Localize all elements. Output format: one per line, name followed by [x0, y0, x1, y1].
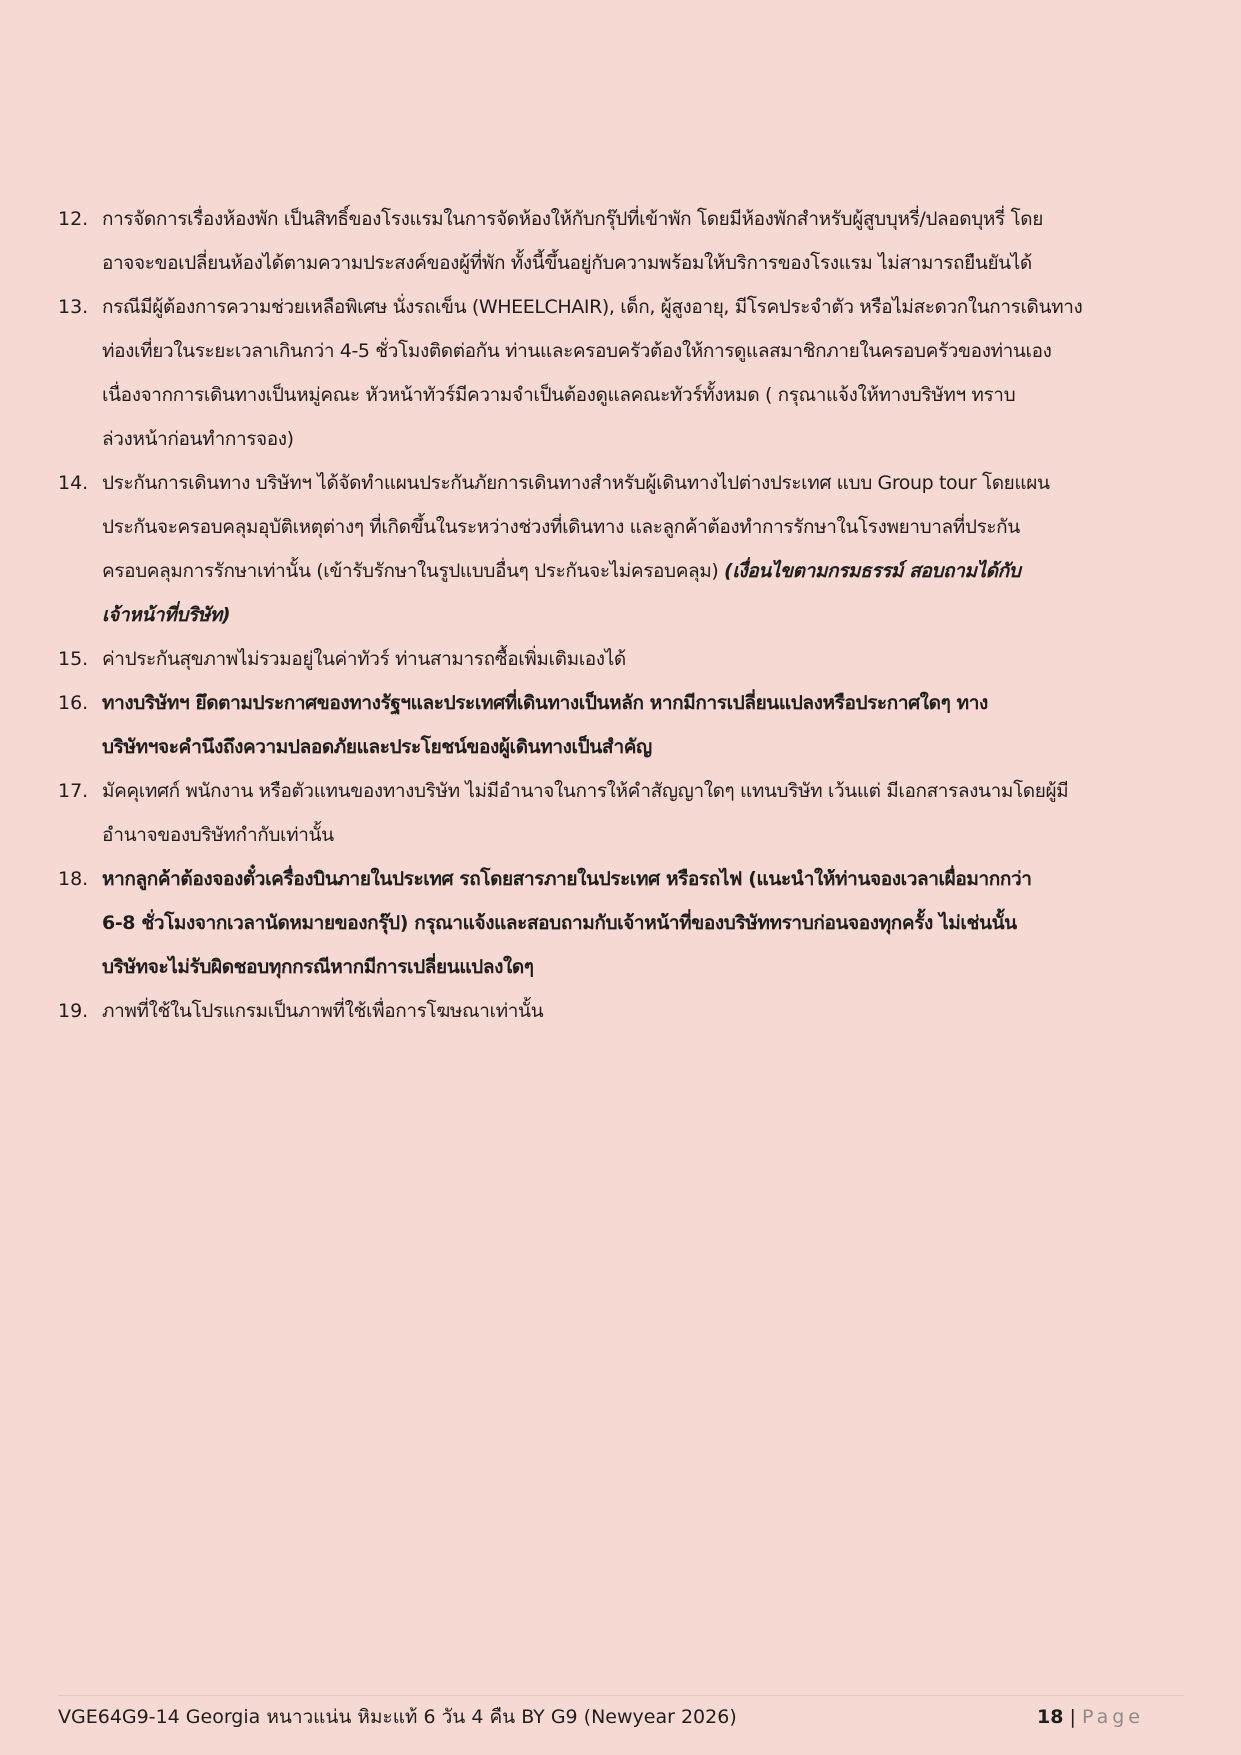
list-item-number: 12. [58, 208, 89, 230]
footer-page-indicator [1037, 1702, 1144, 1732]
terms-list [58, 197, 1184, 1033]
list-item [58, 857, 1184, 989]
body-text: ประกันการเดินทาง บริษัทฯ ได้จัดทำแผนประกันภัยการเดินทางสำหรับผู้เดินทางไปต่างประเทศ แบบ Group tour โดยแผน [102, 472, 1050, 494]
body-text: มัคคุเทศก์ พนักงาน หรือตัวแทนของทางบริษัท ไม่มีอำนาจในการให้คำสัญญาใดๆ แทนบริษัท เว้นแต่ มีเอกสารลงนามโดยผู้มี [102, 780, 1069, 802]
body-text: กรณีมีผู้ต้องการความช่วยเหลือพิเศษ นั่งรถเข็น (WHEELCHAIR), เด็ก, ผู้สูงอายุ, มีโรคประจำตัว หรือไม่สะดวกในการเดินทาง [102, 296, 1083, 318]
list-item-line [102, 813, 1184, 857]
list-item-line [102, 461, 1184, 505]
list-item-line [102, 901, 1184, 945]
list-item-number: 13. [58, 296, 89, 318]
list-item [58, 197, 1184, 285]
list-item-number: 16. [58, 692, 89, 714]
list-item-line [102, 373, 1184, 417]
footer-document-title: VGE64G9-14 Georgia หนาวแน่น หิมะแท้ 6 วัน 4 คืน BY G9 (Newyear 2026) [58, 1706, 737, 1728]
body-text: ค่าประกันสุขภาพไม่รวมอยู่ในค่าทัวร์ ท่านสามารถซื้อเพิ่มเติมเองได้ [102, 648, 626, 670]
list-item-line [102, 989, 1184, 1033]
emphasized-text: 6-8 ชั่วโมงจากเวลานัดหมายของกรุ๊ป) กรุณาแจ้งและสอบถามกับเจ้าหน้าที่ของบริษัททราบก่อนจองทุกครั้ง ไม่เช่นนั้น [102, 912, 1017, 934]
list-item-line [102, 285, 1184, 329]
page-number: 18 [1037, 1706, 1064, 1728]
list-item [58, 637, 1184, 681]
list-item-line [102, 505, 1184, 549]
list-item [58, 989, 1184, 1033]
list-item [58, 285, 1184, 461]
list-item-number: 14. [58, 472, 89, 494]
emphasized-text: บริษัทฯจะคำนึงถึงความปลอดภัยและประโยชน์ของผู้เดินทางเป็นสำคัญ [102, 736, 652, 758]
list-item-line [102, 637, 1184, 681]
body-text: ท่องเที่ยวในระยะเวลาเกินกว่า 4-5 ชั่วโมงติดต่อกัน ท่านและครอบครัวต้องให้การดูแลสมาชิกภายในครอบครัวของท่านเอง [102, 340, 1052, 362]
emphasized-text: บริษัทจะไม่รับผิดชอบทุกกรณีหากมีการเปลี่ยนแปลงใดๆ [102, 956, 534, 978]
list-item-line [102, 417, 1184, 461]
body-text: เนื่องจากการเดินทางเป็นหมู่คณะ หัวหน้าทัวร์มีความจำเป็นต้องดูแลคณะทัวร์ทั้งหมด ( กรุณาแจ้งให้ทางบริษัทฯ ทราบ [102, 384, 1016, 406]
list-item-line [102, 769, 1184, 813]
list-item-line [102, 329, 1184, 373]
list-item-number: 17. [58, 780, 89, 802]
list-item-line [102, 725, 1184, 769]
body-text: อาจจะขอเปลี่ยนห้องได้ตามความประสงค์ของผู้ที่พัก ทั้งนี้ขึ้นอยู่กับความพร้อมให้บริการของโรงแรม ไม่สามารถยืนยันได้ [102, 252, 1032, 274]
emphasized-text: เจ้าหน้าที่บริษัท) [102, 604, 231, 626]
list-item-number: 15. [58, 648, 89, 670]
body-text: ครอบคลุมการรักษาเท่านั้น (เข้ารับรักษาในรูปแบบอื่นๆ ประกันจะไม่ครอบคลุม) [102, 560, 725, 582]
list-item-line [102, 945, 1184, 989]
page-separator: | [1069, 1706, 1076, 1728]
list-item-number: 18. [58, 868, 89, 890]
list-item-line [102, 197, 1184, 241]
footer-divider [58, 1695, 1184, 1696]
list-item-line [102, 241, 1184, 285]
body-text: การจัดการเรื่องห้องพัก เป็นสิทธิ์ของโรงแรมในการจัดห้องให้กับกรุ๊ปที่เข้าพัก โดยมีห้องพักสำหรับผู้สูบบุหรี่/ปลอดบุหรี่ โดย [102, 208, 1043, 230]
list-item-line [102, 549, 1184, 593]
body-text: อำนาจของบริษัทกำกับเท่านั้น [102, 824, 334, 846]
list-item [58, 461, 1184, 637]
body-text: ประกันจะครอบคลุมอุบัติเหตุต่างๆ ที่เกิดขึ้นในระหว่างช่วงที่เดินทาง และลูกค้าต้องทำการรักษาในโรงพยาบาลที่ประกัน [102, 516, 1020, 538]
page-label: Page [1082, 1706, 1144, 1728]
list-item-line [102, 857, 1184, 901]
emphasized-text: ทางบริษัทฯ ยึดตามประกาศของทางรัฐฯและประเทศที่เดินทางเป็นหลัก หากมีการเปลี่ยนแปลงหรือประกาศใดๆ ทาง [102, 692, 988, 714]
list-item [58, 681, 1184, 769]
list-item-line [102, 593, 1184, 637]
list-item-number: 19. [58, 1000, 89, 1022]
body-text: ล่วงหน้าก่อนทำการจอง) [102, 428, 294, 450]
list-item-line [102, 681, 1184, 725]
emphasized-text: หากลูกค้าต้องจองตั๋วเครื่องบินภายในประเทศ รถโดยสารภายในประเทศ หรือรถไฟ (แนะนำให้ท่านจองเวลาเผื่อมากกว่า [102, 868, 1032, 890]
list-item [58, 769, 1184, 857]
body-text: ภาพที่ใช้ในโปรแกรมเป็นภาพที่ใช้เพื่อการโฆษณาเท่านั้น [102, 1000, 544, 1022]
emphasized-text: (เงื่อนไขตามกรมธรรม์ สอบถามได้กับ [724, 560, 1021, 582]
